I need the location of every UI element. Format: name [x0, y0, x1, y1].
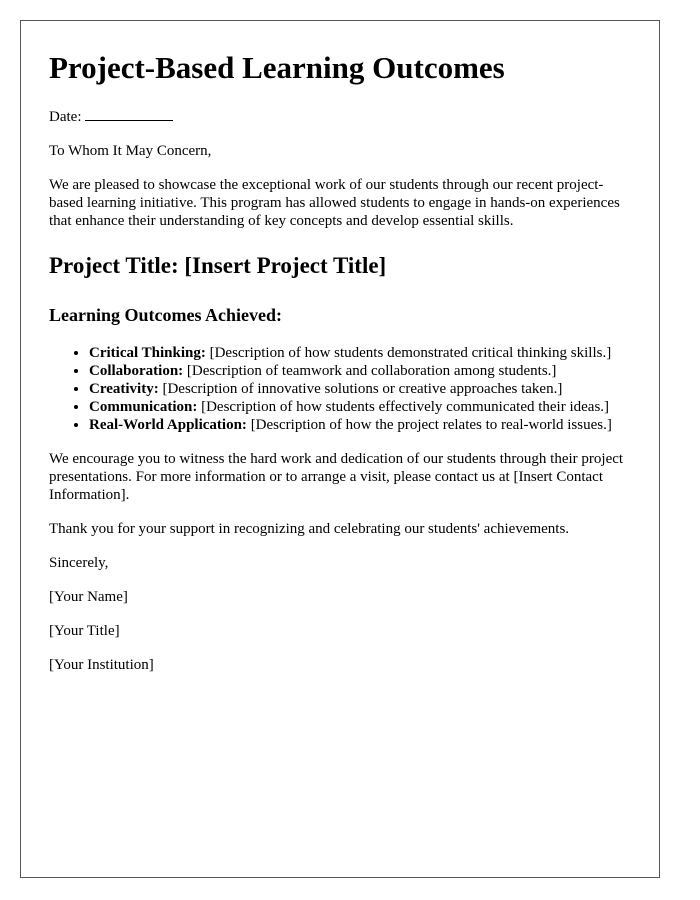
document-title: Project-Based Learning Outcomes [49, 50, 505, 85]
salutation: To Whom It May Concern, [49, 143, 212, 159]
date-blank [85, 107, 173, 121]
signature-name: [Your Name] [49, 589, 128, 605]
outcome-text: [Description of innovative solutions or creative approaches taken.] [158, 381, 563, 397]
signature-institution: [Your Institution] [49, 657, 154, 673]
project-title: Project Title: [Insert Project Title] [49, 253, 387, 278]
thanks-paragraph: Thank you for your support in recognizing and celebrating our students' achievements. [49, 521, 570, 537]
outcome-text: [Description of how students demonstrated critical thinking skills.] [205, 345, 612, 361]
signature-title: [Your Title] [49, 623, 120, 639]
outcome-label: Real-World Application: [89, 417, 247, 433]
closing: Sincerely, [49, 555, 109, 571]
outcome-label: Critical Thinking: [89, 345, 206, 361]
letter-page [20, 20, 660, 878]
outcome-text: [Description of how students effectively communicated their ideas.] [197, 399, 610, 415]
invitation-paragraph: We encourage you to witness the hard work and dedication of our students through their project presentations. For more information or to arrange a visit, please contact us at [Insert Contact Information]. [49, 451, 624, 503]
intro-paragraph: We are pleased to showcase the exceptional work of our students through our recent project-based learning initiative. This program has allowed students to engage in hands-on experiences that enhance their understanding of key concepts and develop essential skills. [49, 177, 620, 229]
date-label: Date: [49, 109, 82, 125]
list-item [89, 362, 631, 380]
outcome-text: [Description of how the project relates to real-world issues.] [246, 417, 612, 433]
outcome-label: Communication: [89, 399, 198, 415]
list-item [89, 398, 631, 416]
outcomes-list [49, 344, 631, 434]
list-item [89, 344, 631, 362]
outcome-label: Collaboration: [89, 363, 184, 379]
list-item [89, 416, 631, 434]
outcome-text: [Description of teamwork and collaboration among students.] [183, 363, 557, 379]
outcomes-heading: Learning Outcomes Achieved: [49, 305, 282, 325]
date-line [49, 107, 631, 126]
list-item [89, 380, 631, 398]
outcome-label: Creativity: [89, 381, 159, 397]
